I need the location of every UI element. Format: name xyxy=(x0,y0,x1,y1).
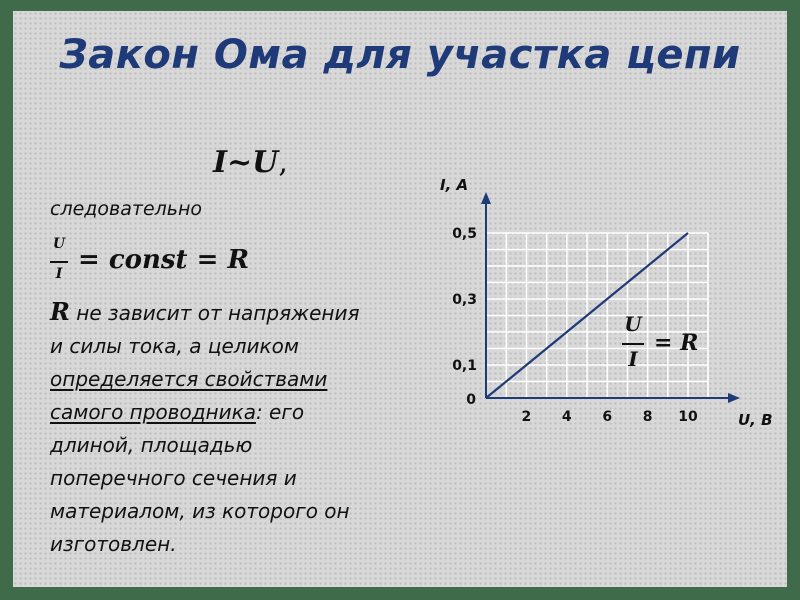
y-tick-label: 0,3 xyxy=(452,292,477,308)
x-tick-label: 6 xyxy=(602,409,613,425)
therefore-text: следовательно xyxy=(50,198,203,220)
proportionality-text: I~U xyxy=(213,145,279,180)
x-axis-label: U, B xyxy=(738,411,773,429)
description-line-5: длиной, площадью xyxy=(50,433,253,457)
slide-title: Закон Ома для участка цепи xyxy=(59,32,741,78)
y-tick-label: 0,1 xyxy=(452,358,477,374)
description-line-6: поперечного сечения и xyxy=(50,466,297,490)
chart-formula-equation: = R xyxy=(654,330,699,356)
formula-denominator: I xyxy=(55,266,63,282)
y-axis-label: I, A xyxy=(440,176,469,194)
description-underlined-2: самого проводника xyxy=(50,400,256,424)
chart-formula-fraction-bar xyxy=(622,343,644,345)
description-line-7: материалом, из которого он xyxy=(50,499,350,523)
formula-numerator: U xyxy=(52,236,66,252)
origin-label: 0 xyxy=(466,392,476,408)
x-axis-arrowhead xyxy=(728,393,740,403)
proportionality-comma: , xyxy=(278,145,288,180)
chart-formula-numerator: U xyxy=(624,312,642,336)
x-tick-label: 10 xyxy=(678,409,698,425)
chart-formula-fraction xyxy=(622,312,644,374)
description-line-2: и силы тока, а целиком xyxy=(50,334,299,358)
description-line-4-text: : его xyxy=(255,400,305,424)
r-symbol: R xyxy=(50,297,70,326)
formula-equation: = const = R xyxy=(78,245,250,275)
description-line-8: изготовлен. xyxy=(50,532,177,556)
x-tick-label: 2 xyxy=(521,409,532,425)
chart-formula-denominator: I xyxy=(628,347,638,371)
description-line-1-text: не зависит от напряжения xyxy=(69,301,360,325)
y-tick-label: 0,5 xyxy=(452,226,477,242)
x-tick-label: 4 xyxy=(561,409,572,425)
chart-grid xyxy=(486,233,708,398)
y-axis-arrowhead xyxy=(481,192,491,204)
description-underlined-1: определяется свойствами xyxy=(50,367,328,391)
x-tick-label: 8 xyxy=(642,409,653,425)
